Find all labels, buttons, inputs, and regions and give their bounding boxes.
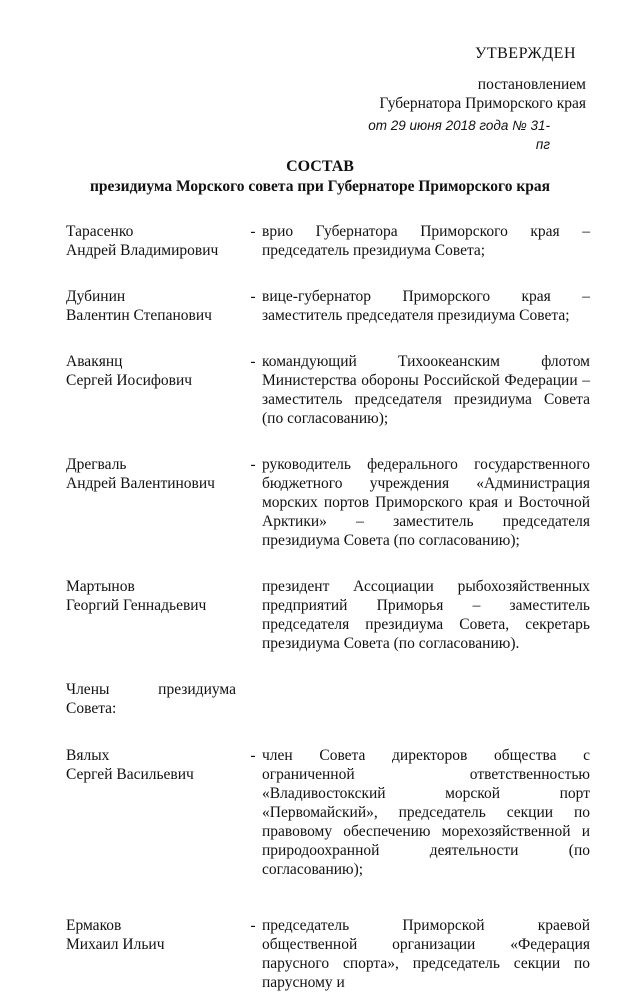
entry-row (66, 746, 590, 879)
entry-given-name: Андрей Владимирович (66, 242, 219, 259)
approval-line-2: Губернатора Приморского края (379, 95, 586, 112)
entry-surname: Дрегваль (66, 456, 127, 473)
entry-name (66, 916, 244, 992)
entry-surname: Ермаков (66, 917, 122, 934)
composition-list (66, 222, 590, 992)
entry-given-name: Андрей Валентинович (66, 475, 215, 492)
title-line-1: СОСТАВ (286, 158, 354, 175)
entry-dash: - (250, 288, 256, 305)
entry-surname: Дубинин (66, 288, 126, 305)
entry-surname: Авакянц (66, 353, 123, 370)
entry-row (66, 916, 590, 992)
approval-date: от 29 июня 2018 года № 31-пг (368, 118, 550, 152)
approval-block (356, 44, 586, 154)
entry-position: президент Ассоциации рыбохозяйственных предприятий Приморья – заместитель председателя президиума Совета, секретарь президиума Совета (по согласованию). (262, 578, 590, 652)
entry-surname: Мартынов (66, 578, 135, 595)
members-heading (66, 680, 590, 718)
entry-given-name: Сергей Иосифович (66, 372, 193, 389)
entry-given-name: Михаил Ильич (66, 936, 165, 953)
entry-name (66, 222, 244, 260)
entry-dash: - (250, 353, 256, 370)
entry-name (66, 746, 244, 879)
entry-given-name: Валентин Степанович (66, 307, 212, 324)
entry-name (66, 352, 244, 428)
entry-surname: Вялых (66, 747, 110, 764)
entry-dash: - (250, 747, 256, 764)
entry-dash: - (250, 917, 256, 934)
entry-position: председатель Приморской краевой общественной организации «Федерация парусного спорта», председатель секции по парусному и (262, 917, 590, 991)
entry-given-name: Сергей Васильевич (66, 766, 194, 783)
entry-name (66, 577, 244, 653)
entry-row (66, 352, 590, 428)
entry-position: командующий Тихоокеанским флотом Министерства обороны Российской Федерации – заместитель председателя президиума Совета (по согласованию); (262, 353, 590, 427)
entry-position: вице-губернатор Приморского края – заместитель председателя президиума Совета; (262, 288, 590, 324)
entry-name (66, 287, 244, 325)
entry-position: руководитель федерального государственного бюджетного учреждения «Администрация морских портов Приморского края и Восточной Арктики» – заместитель председателя президиума Совета (по согласованию); (262, 456, 590, 549)
entry-dash (244, 577, 262, 653)
entry-position: врио Губернатора Приморского края – председатель президиума Совета; (262, 223, 590, 259)
approval-line-1: постановлением (477, 76, 586, 93)
entry-surname: Тарасенко (66, 223, 134, 240)
document-title (0, 158, 640, 196)
entry-row (66, 455, 590, 550)
entry-row (66, 222, 590, 260)
entry-dash: - (250, 223, 256, 240)
entry-row (66, 577, 590, 653)
entry-position: член Совета директоров общества с ограниченной ответственностью «Владивостокский морской порт «Первомайский», председатель секции по правовому обеспечению морехозяйственной и природоохранной деятельности (по согласованию); (262, 747, 590, 878)
entry-given-name: Георгий Геннадьевич (66, 597, 207, 614)
approval-heading: УТВЕРЖДЕН (475, 45, 576, 62)
members-label-line-2: Совета: (66, 700, 117, 717)
members-label-line-1: Члены президиума (66, 681, 236, 698)
entry-row (66, 287, 590, 325)
entry-dash: - (250, 456, 256, 473)
entry-name (66, 455, 244, 550)
title-line-2: президиума Морского совета при Губернаторе Приморского края (89, 178, 551, 195)
